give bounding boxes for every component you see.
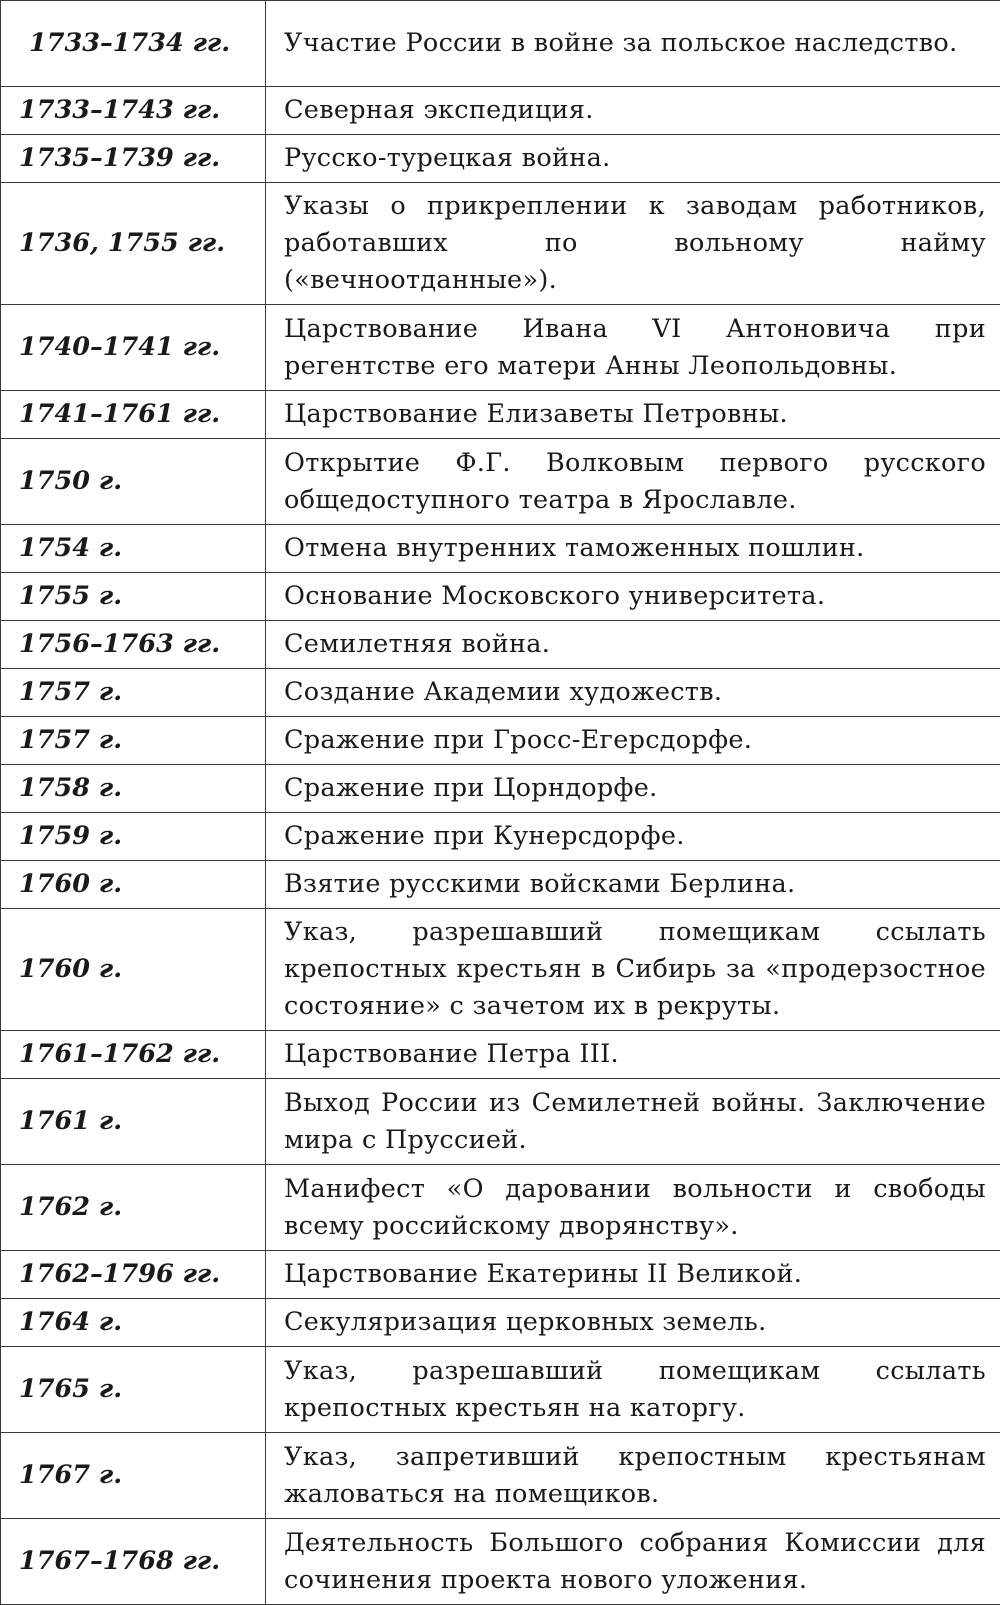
event-cell: Северная экспедиция. xyxy=(266,87,1000,135)
event-cell: Участие России в войне за польское наследство. xyxy=(266,1,1000,87)
table-row xyxy=(1,813,1000,861)
table-row xyxy=(1,1165,1000,1251)
table-row xyxy=(1,1251,1000,1299)
date-cell: 1741–1761 гг. xyxy=(1,391,266,439)
date-cell: 1765 г. xyxy=(1,1347,266,1433)
date-cell: 1761–1762 гг. xyxy=(1,1031,266,1079)
event-cell: Указ, разрешавший помещикам ссылать крепостных крестьян в Сибирь за «продерзостное состояние» с зачетом их в рекруты. xyxy=(266,909,1000,1031)
event-cell: Манифест «О даровании вольности и свободы всему российскому дворянству». xyxy=(266,1165,1000,1251)
table-row xyxy=(1,525,1000,573)
table-row xyxy=(1,439,1000,525)
date-cell: 1735–1739 гг. xyxy=(1,135,266,183)
event-cell: Деятельность Большого собрания Комиссии для сочинения проекта нового уложения. xyxy=(266,1519,1000,1605)
event-cell: Создание Академии художеств. xyxy=(266,669,1000,717)
event-cell: Русско-турецкая война. xyxy=(266,135,1000,183)
table-row xyxy=(1,621,1000,669)
table-row xyxy=(1,909,1000,1031)
table-row xyxy=(1,183,1000,305)
date-cell: 1764 г. xyxy=(1,1299,266,1347)
chronology-body xyxy=(1,1,1000,1605)
event-cell: Царствование Екатерины II Великой. xyxy=(266,1251,1000,1299)
event-cell: Указы о прикреплении к заводам работников, работавших по вольному найму («вечноотданные»). xyxy=(266,183,1000,305)
table-row xyxy=(1,1299,1000,1347)
date-cell: 1761 г. xyxy=(1,1079,266,1165)
table-row xyxy=(1,573,1000,621)
date-cell: 1757 г. xyxy=(1,669,266,717)
event-cell: Сражение при Кунерсдорфе. xyxy=(266,813,1000,861)
table-row xyxy=(1,1079,1000,1165)
event-cell: Секуляризация церковных земель. xyxy=(266,1299,1000,1347)
date-cell: 1760 г. xyxy=(1,909,266,1031)
table-row xyxy=(1,669,1000,717)
table-row xyxy=(1,1347,1000,1433)
date-cell: 1759 г. xyxy=(1,813,266,861)
event-cell: Открытие Ф.Г. Волковым первого русского общедоступного театра в Ярославле. xyxy=(266,439,1000,525)
event-cell: Царствование Ивана VI Антоновича при регентстве его матери Анны Леопольдовны. xyxy=(266,305,1000,391)
date-cell: 1755 г. xyxy=(1,573,266,621)
date-cell: 1758 г. xyxy=(1,765,266,813)
event-cell: Сражение при Цорндорфе. xyxy=(266,765,1000,813)
date-cell: 1740–1741 гг. xyxy=(1,305,266,391)
table-row xyxy=(1,1,1000,87)
event-cell: Указ, разрешавший помещикам ссылать крепостных крестьян на каторгу. xyxy=(266,1347,1000,1433)
table-row xyxy=(1,391,1000,439)
event-cell: Царствование Елизаветы Петровны. xyxy=(266,391,1000,439)
event-cell: Основание Московского университета. xyxy=(266,573,1000,621)
date-cell: 1767–1768 гг. xyxy=(1,1519,266,1605)
event-cell: Царствование Петра III. xyxy=(266,1031,1000,1079)
table-row xyxy=(1,135,1000,183)
table-row xyxy=(1,87,1000,135)
date-cell: 1733–1734 гг. xyxy=(1,1,266,87)
event-cell: Отмена внутренних таможенных пошлин. xyxy=(266,525,1000,573)
date-cell: 1750 г. xyxy=(1,439,266,525)
event-cell: Выход России из Семилетней войны. Заключение мира с Пруссией. xyxy=(266,1079,1000,1165)
event-cell: Сражение при Гросс-Егерсдорфе. xyxy=(266,717,1000,765)
date-cell: 1756–1763 гг. xyxy=(1,621,266,669)
date-cell: 1733–1743 гг. xyxy=(1,87,266,135)
event-cell: Семилетняя война. xyxy=(266,621,1000,669)
table-row xyxy=(1,765,1000,813)
event-cell: Указ, запретивший крепостным крестьянам жаловаться на помещиков. xyxy=(266,1433,1000,1519)
table-row xyxy=(1,717,1000,765)
event-cell: Взятие русскими войсками Берлина. xyxy=(266,861,1000,909)
date-cell: 1762 г. xyxy=(1,1165,266,1251)
date-cell: 1760 г. xyxy=(1,861,266,909)
table-row xyxy=(1,1519,1000,1605)
table-row xyxy=(1,305,1000,391)
date-cell: 1757 г. xyxy=(1,717,266,765)
table-row xyxy=(1,1031,1000,1079)
date-cell: 1736, 1755 гг. xyxy=(1,183,266,305)
table-row xyxy=(1,1433,1000,1519)
date-cell: 1754 г. xyxy=(1,525,266,573)
table-row xyxy=(1,861,1000,909)
date-cell: 1767 г. xyxy=(1,1433,266,1519)
date-cell: 1762–1796 гг. xyxy=(1,1251,266,1299)
